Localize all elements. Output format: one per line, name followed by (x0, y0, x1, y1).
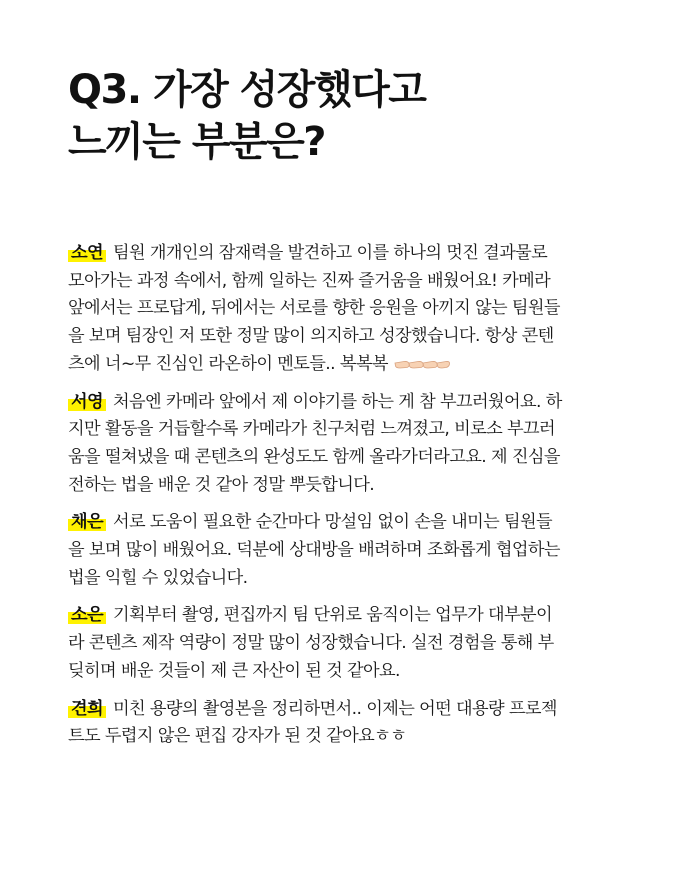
answer-text: 처음엔 카메라 앞에서 제 이야기를 하는 게 참 부끄러웠어요. 하 (113, 391, 562, 412)
answer-list (68, 240, 634, 761)
answer-text: 기획부터 촬영, 편집까지 팀 단위로 움직이는 업무가 대부분이 (113, 605, 553, 626)
page-title (68, 64, 648, 168)
answer-name-highlight: 채은 (68, 512, 106, 532)
answer-item (68, 509, 634, 592)
answer-name-highlight: 소연 (68, 243, 106, 263)
answer-line (68, 351, 634, 379)
answer-line: 전하는 법을 배운 것 같아 정말 뿌듯합니다. (68, 474, 375, 495)
page-title-line-1: Q3. 가장 성장했다고 (68, 67, 426, 113)
answer-item (68, 389, 634, 500)
answer-line: 을 보며 많이 배웠어요. 덕분에 상대방을 배려하며 조화롭게 협업하는 (68, 540, 560, 561)
answer-name-highlight: 소은 (68, 605, 106, 625)
answer-line: 앞에서는 프로답게, 뒤에서는 서로를 향한 응원을 아끼지 않는 팀원들 (68, 298, 560, 319)
answer-name-highlight: 견희 (68, 699, 106, 719)
answer-text: 츠에 너~무 진심인 라온하이 멘토들.. 복복복 (68, 353, 388, 374)
answer-line (68, 696, 634, 724)
page-title-line-2: 느끼는 부분은? (68, 119, 325, 165)
answer-text: 미친 용량의 촬영본을 정리하면서.. 이제는 어떤 대용량 프로젝 (113, 698, 557, 719)
answer-line (68, 240, 634, 268)
answer-line: 움을 떨쳐냈을 때 콘텐츠의 완성도도 함께 올라가더라고요. 제 진심을 (68, 446, 560, 467)
answer-line: 라 콘텐츠 제작 역량이 정말 많이 성장했습니다. 실전 경험을 통해 부 (68, 633, 554, 654)
answer-line: 지만 활동을 거듭할수록 카메라가 친구처럼 느껴졌고, 비로소 부끄러 (68, 419, 555, 440)
answer-item (68, 602, 634, 685)
answer-name-highlight: 서영 (68, 392, 106, 412)
answer-line (68, 509, 634, 537)
answer-line: 트도 두렵지 않은 편집 강자가 된 것 같아요ㅎㅎ (68, 726, 407, 747)
answer-line: 모아가는 과정 속에서, 함께 일하는 진짜 즐거움을 배웠어요! 카메라 (68, 270, 551, 291)
answer-line: 을 보며 팀장인 저 또한 정말 많이 의지하고 성장했습니다. 항상 콘텐 (68, 326, 554, 347)
answer-item (68, 696, 634, 751)
answer-text: 서로 도움이 필요한 순간마다 망설임 없이 손을 내미는 팀원들 (113, 512, 553, 533)
hands-pointing-left-icon (394, 357, 450, 371)
answer-line: 딪히며 배운 것들이 제 큰 자산이 된 것 같아요. (68, 660, 400, 681)
answer-item (68, 240, 634, 379)
answer-line (68, 389, 634, 417)
answer-line: 법을 익힐 수 있었습니다. (68, 567, 248, 588)
answer-line (68, 602, 634, 630)
answer-text: 팀원 개개인의 잠재력을 발견하고 이를 하나의 멋진 결과물로 (113, 243, 548, 263)
